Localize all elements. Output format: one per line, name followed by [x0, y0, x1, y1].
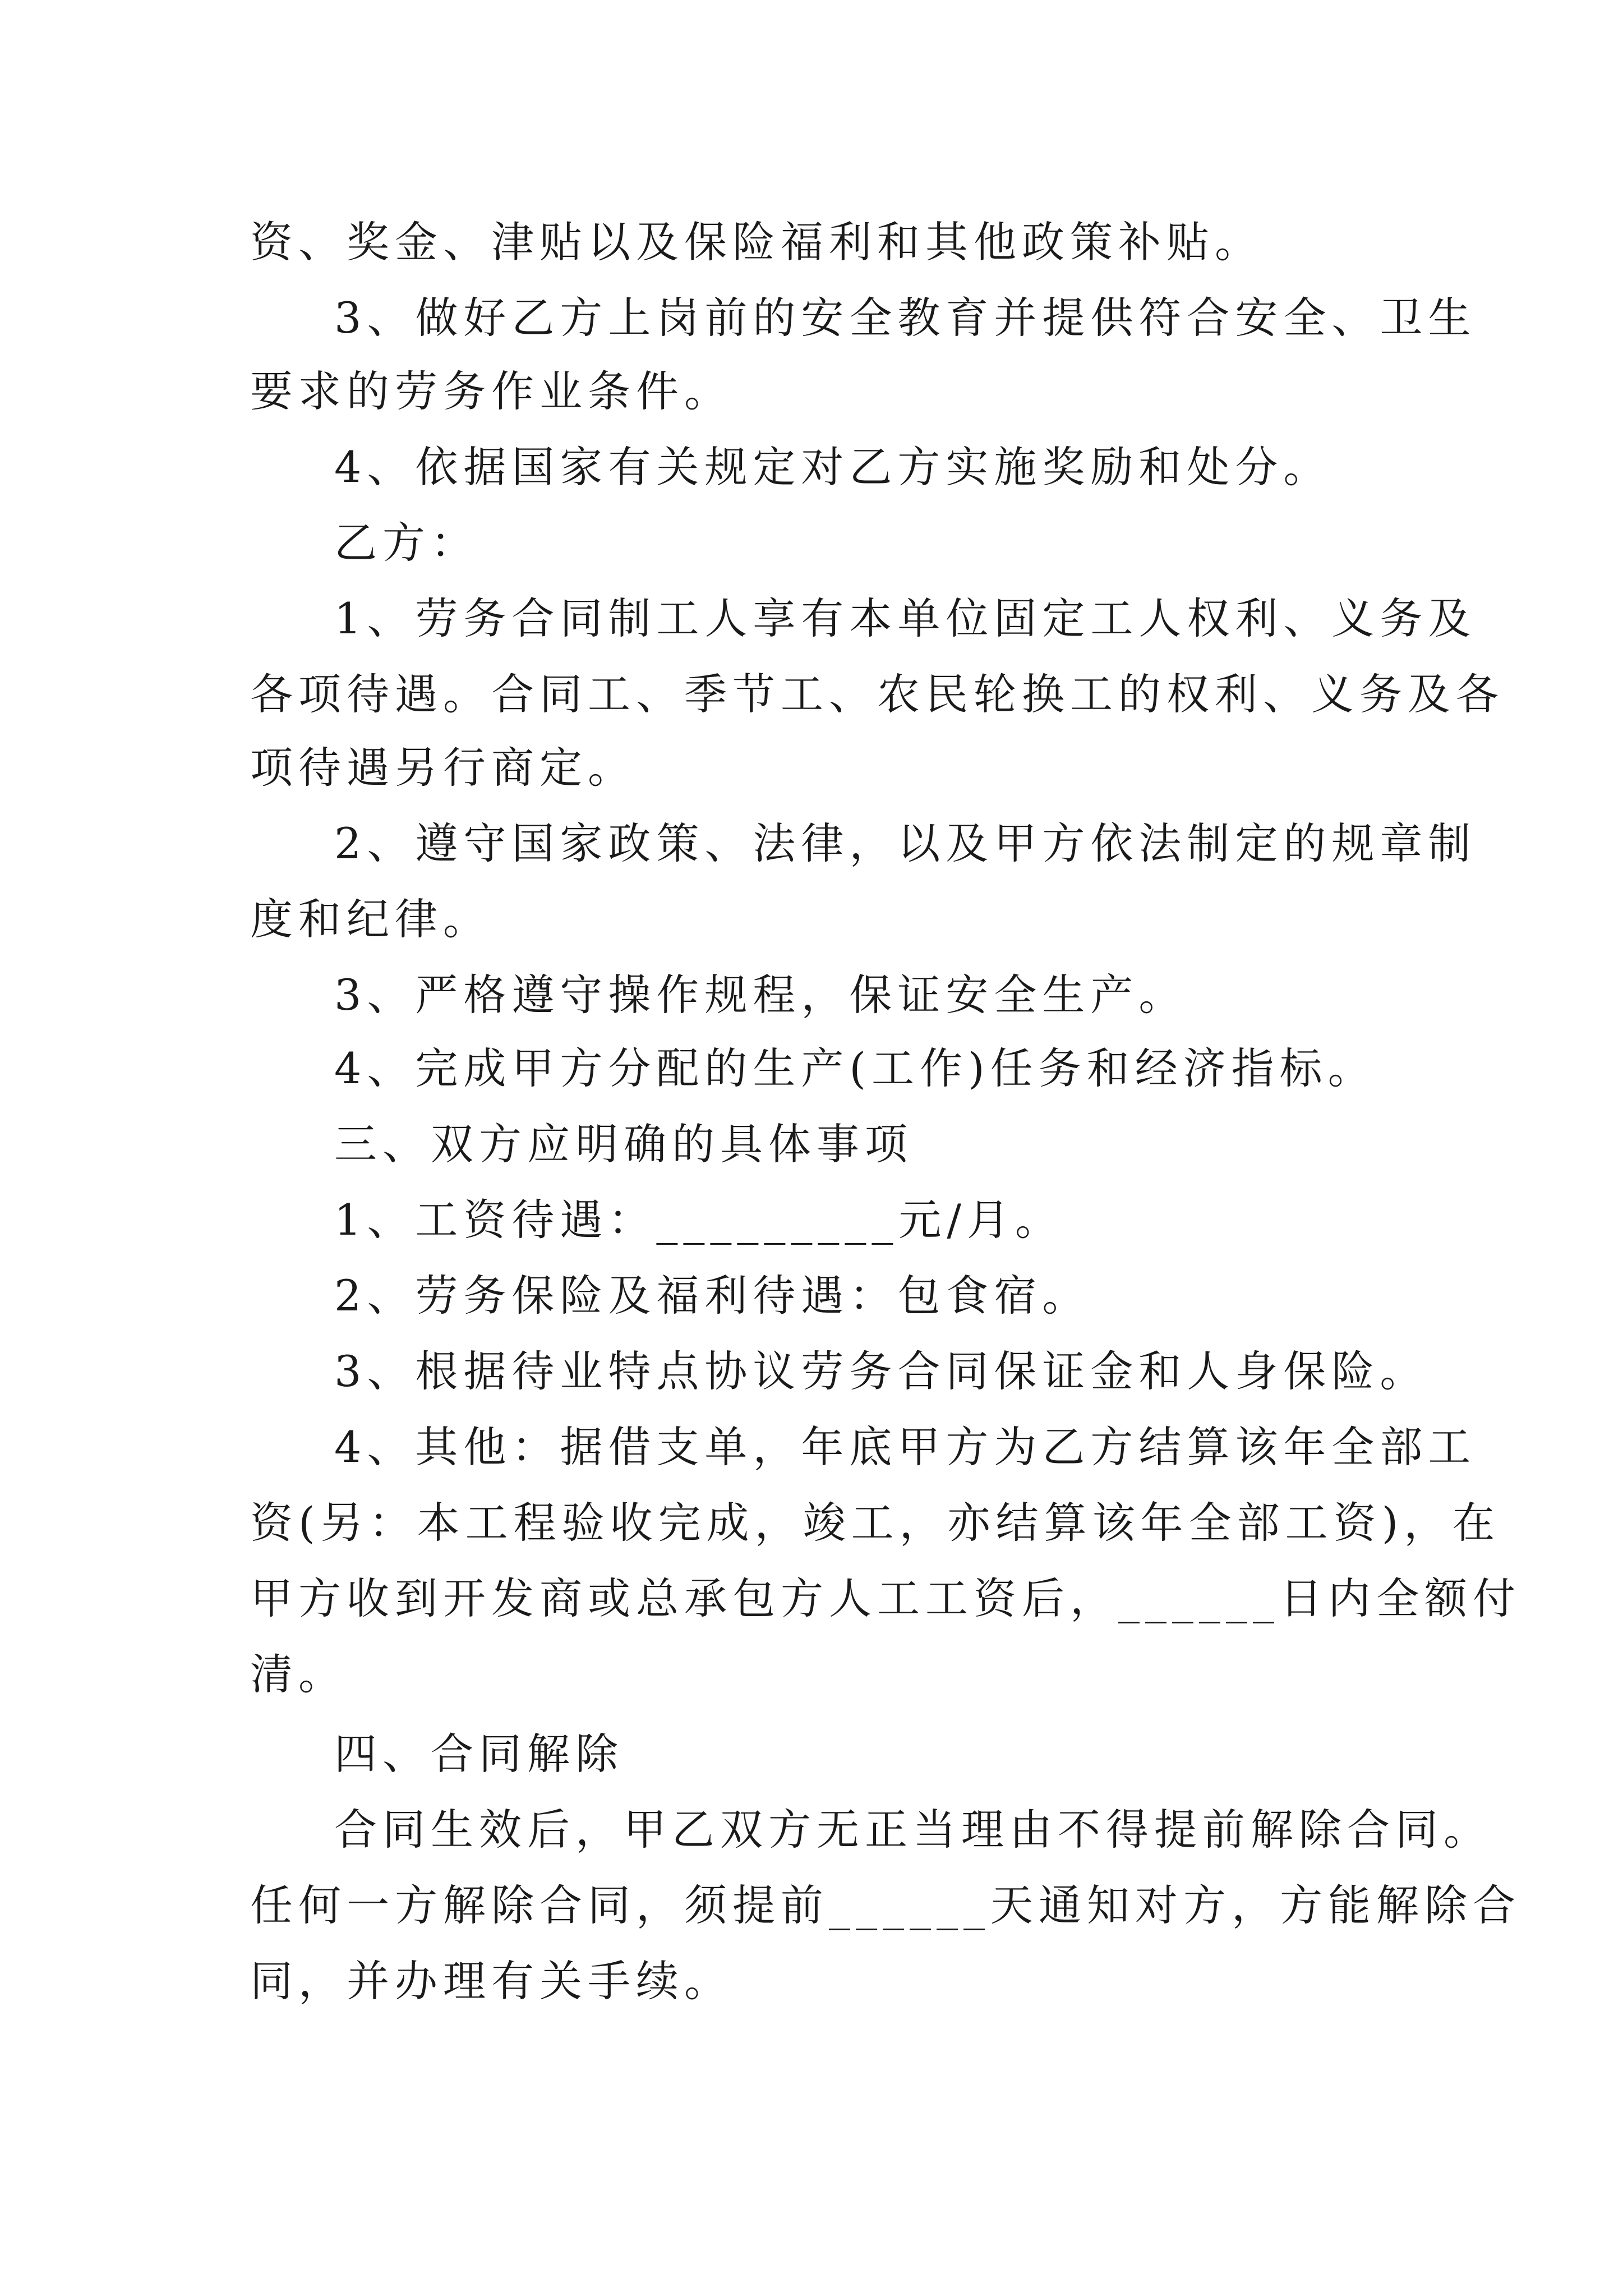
text-line: 4、依据国家有关规定对乙方实施奖励和处分。 [334, 442, 1332, 492]
text-line: 4、完成甲方分配的生产(工作)任务和经济指标。 [334, 1043, 1376, 1093]
text-line: 各项待遇。合同工、季节工、农民轮换工的权利、义务及各 [250, 669, 1504, 719]
section-heading: 三、双方应明确的具体事项 [334, 1119, 913, 1169]
text-line: 要求的劳务作业条件。 [250, 366, 732, 416]
text-line: 2、遵守国家政策、法律，以及甲方依法制定的规章制 [334, 818, 1477, 868]
text-line: 1、劳务合同制工人享有本单位固定工人权利、义务及 [334, 593, 1477, 643]
text-line: 3、做好乙方上岗前的安全教育并提供符合安全、卫生 [334, 293, 1477, 343]
text-line: 资(另：本工程验收完成，竣工，亦结算该年全部工资)，在 [250, 1498, 1501, 1548]
text-line: 3、严格遵守操作规程，保证安全生产。 [334, 970, 1187, 1020]
text-line: 合同生效后，甲乙双方无正当理由不得提前解除合同。 [334, 1805, 1492, 1855]
text-line: 1、工资待遇：_________元/月。 [334, 1195, 1063, 1245]
section-heading: 四、合同解除 [334, 1729, 624, 1779]
text-line: 2、劳务保险及福利待遇：包食宿。 [334, 1271, 1091, 1320]
text-line: 资、奖金、津贴以及保险福利和其他政策补贴。 [250, 217, 1263, 267]
text-line: 任何一方解除合同，须提前______天通知对方，方能解除合 [250, 1880, 1521, 1930]
text-line: 4、其他：据借支单，年底甲方为乙方结算该年全部工 [334, 1422, 1477, 1472]
text-line: 清。 [250, 1649, 347, 1699]
text-line: 3、根据待业特点协议劳务合同保证金和人身保险。 [334, 1346, 1428, 1396]
text-line: 甲方收到开发商或总承包方人工工资后，______日内全额付 [250, 1573, 1521, 1623]
text-line: 乙方： [334, 518, 479, 568]
text-line: 度和纪律。 [250, 894, 491, 944]
text-line: 项待遇另行商定。 [250, 743, 636, 793]
text-line: 同，并办理有关手续。 [250, 1956, 732, 2006]
